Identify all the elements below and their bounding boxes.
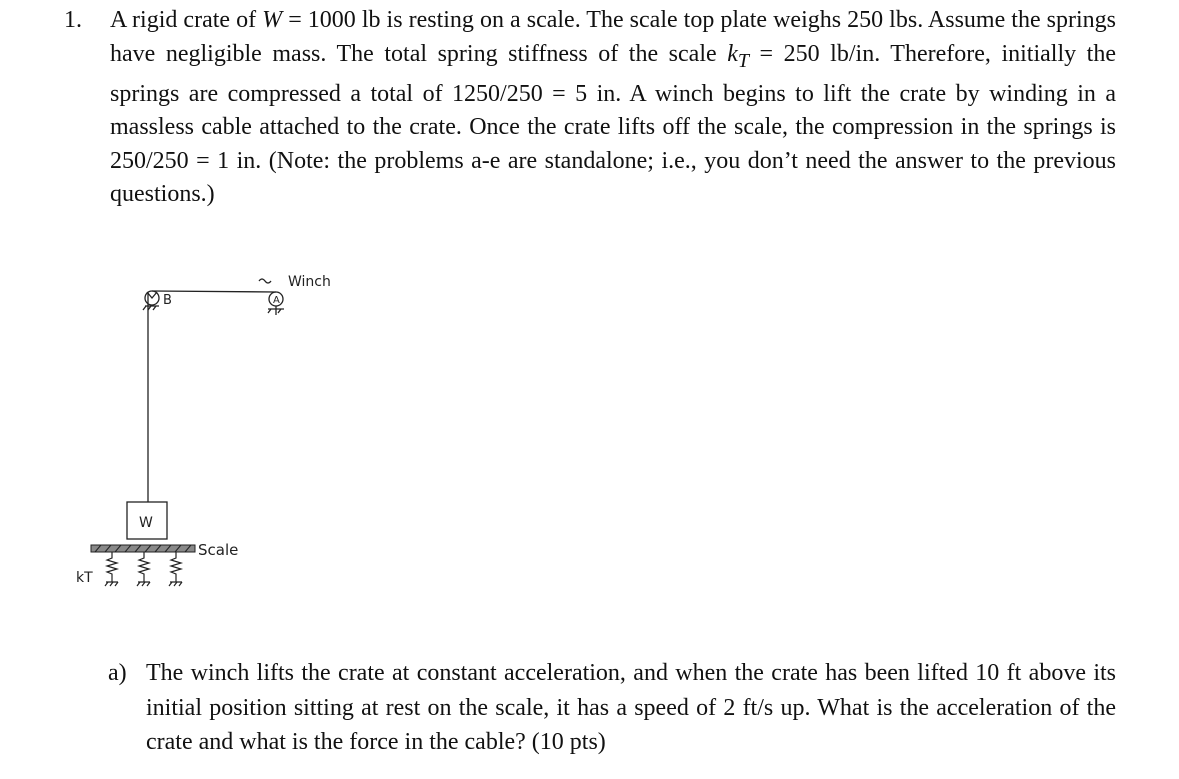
part-a-text: The winch lifts the crate at constant acceleration, and when the crate has been lifted 10 ft above its initial position sitting at rest on the scale, it has a speed of 2 ft/s up. What is the acceleration of the crate and what is the force in the cable? (10 pts) <box>146 660 1116 755</box>
pulley-b <box>143 291 159 310</box>
weight-symbol: W <box>262 7 283 33</box>
problem-1 <box>64 4 1116 212</box>
cable <box>148 291 276 502</box>
scale-label: Scale <box>198 541 239 559</box>
problem-number: 1. <box>64 7 82 33</box>
figure-drawing <box>60 262 360 602</box>
pulley-b-label: B <box>163 293 172 308</box>
part-a-label: a) <box>108 660 127 686</box>
crate-scale-figure <box>60 262 360 602</box>
scale-springs <box>105 552 182 586</box>
winch-a-mark: A <box>273 295 280 306</box>
stiffness-symbol: k <box>727 40 738 67</box>
winch-label: Winch <box>288 274 331 290</box>
winch-a <box>259 279 284 315</box>
crate-label: W <box>139 515 153 531</box>
problem-statement: A rigid crate of W = 1000 lb is resting on a scale. The scale top plate weighs 250 lbs. Assume the springs have negligible mass. The total spring stiffness of the scale $k_T = 250$ lb/in. Therefore, initially the springs are compressed a total of 1250/250 = 5 in. A winch begins to lift the crate by winding in a massless cable attached to the crate. Once the crate lifts off the scale, the compression in the springs is 250/250 = 1 in. (Note: the problems a-e are standalone; i.e., you don’t need the answer to the previous questions.) <box>110 7 1117 208</box>
scale-plate <box>91 545 195 552</box>
spring-stiffness-label: kT <box>76 570 93 586</box>
part-a <box>108 656 1116 760</box>
